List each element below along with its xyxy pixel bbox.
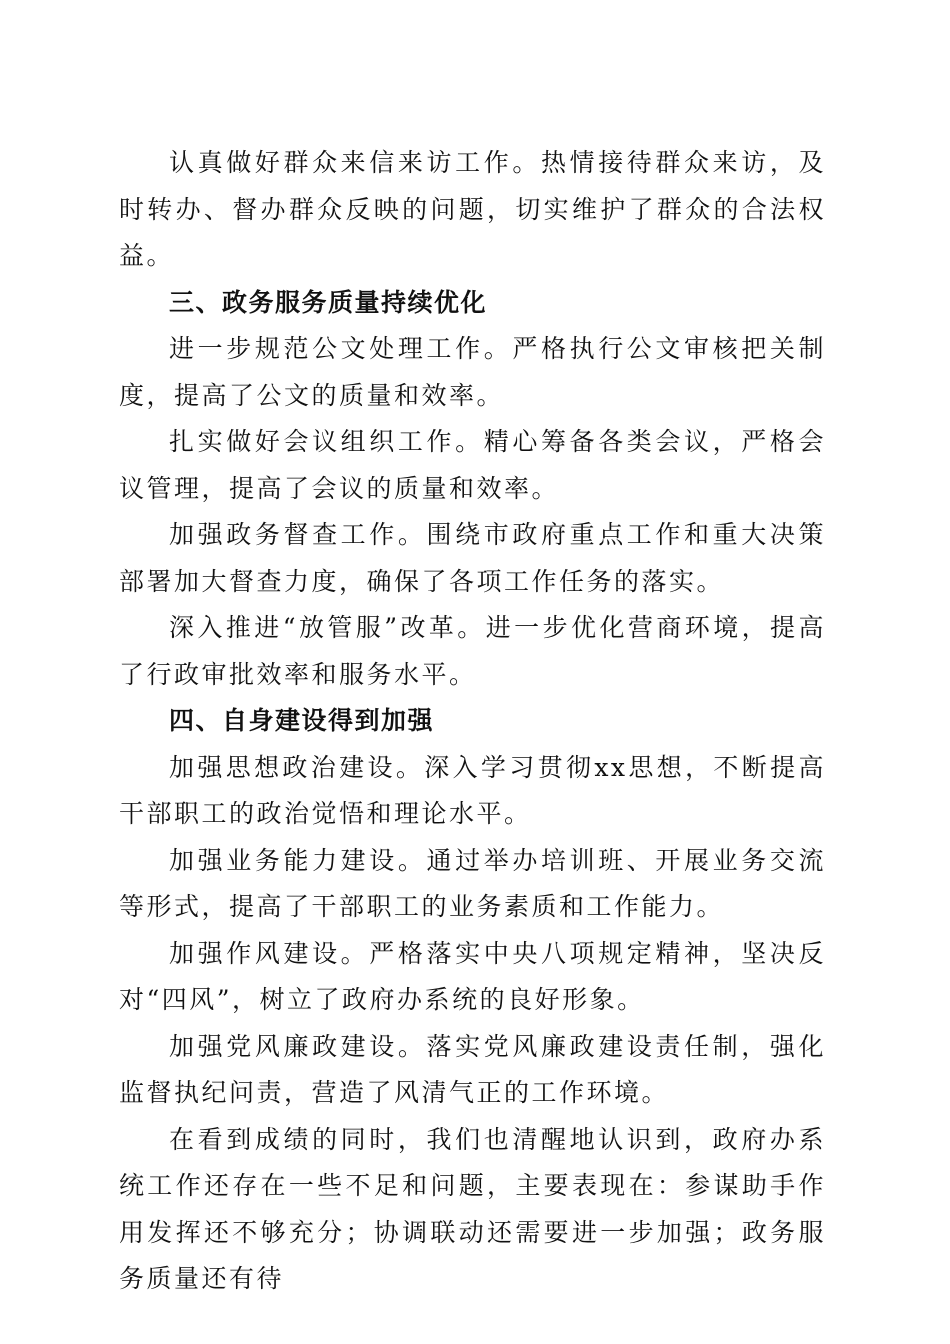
document-body bbox=[119, 140, 826, 1303]
paragraph-political-building: 加强思想政治建设。深入学习贯彻xx思想，不断提高干部职工的政治觉悟和理论水平。 bbox=[119, 752, 826, 828]
paragraph-supervision-work: 加强政务督查工作。围绕市政府重点工作和重大决策部署加大督查力度，确保了各项工作任务的落实。 bbox=[119, 520, 826, 596]
paragraph-document-processing: 进一步规范公文处理工作。严格执行公文审核把关制度，提高了公文的质量和效率。 bbox=[119, 334, 826, 410]
paragraph-meeting-organization: 扎实做好会议组织工作。精心筹备各类会议，严格会议管理，提高了会议的质量和效率。 bbox=[119, 427, 826, 503]
paragraph-capability-building: 加强业务能力建设。通过举办培训班、开展业务交流等形式，提高了干部职工的业务素质和工作能力。 bbox=[119, 845, 826, 921]
paragraph-reform: 深入推进“放管服”改革。进一步优化营商环境，提高了行政审批效率和服务水平。 bbox=[119, 613, 826, 689]
paragraph-shortcomings: 在看到成绩的同时，我们也清醒地认识到，政府办系统工作还存在一些不足和问题，主要表现在：参谋助手作用发挥还不够充分；协调联动还需要进一步加强；政务服务质量还有待 bbox=[119, 1124, 826, 1293]
paragraph-integrity-building: 加强党风廉政建设。落实党风廉政建设责任制，强化监督执纪问责，营造了风清气正的工作环境。 bbox=[119, 1031, 826, 1107]
section-heading-3: 三、政务服务质量持续优化 bbox=[169, 287, 488, 317]
section-heading-4: 四、自身建设得到加强 bbox=[169, 706, 435, 735]
paragraph-work-style: 加强作风建设。严格落实中央八项规定精神，坚决反对“四风”，树立了政府办系统的良好形象。 bbox=[119, 938, 826, 1014]
paragraph-petition-work: 认真做好群众来信来访工作。热情接待群众来访，及时转办、督办群众反映的问题，切实维护了群众的合法权益。 bbox=[119, 148, 826, 270]
